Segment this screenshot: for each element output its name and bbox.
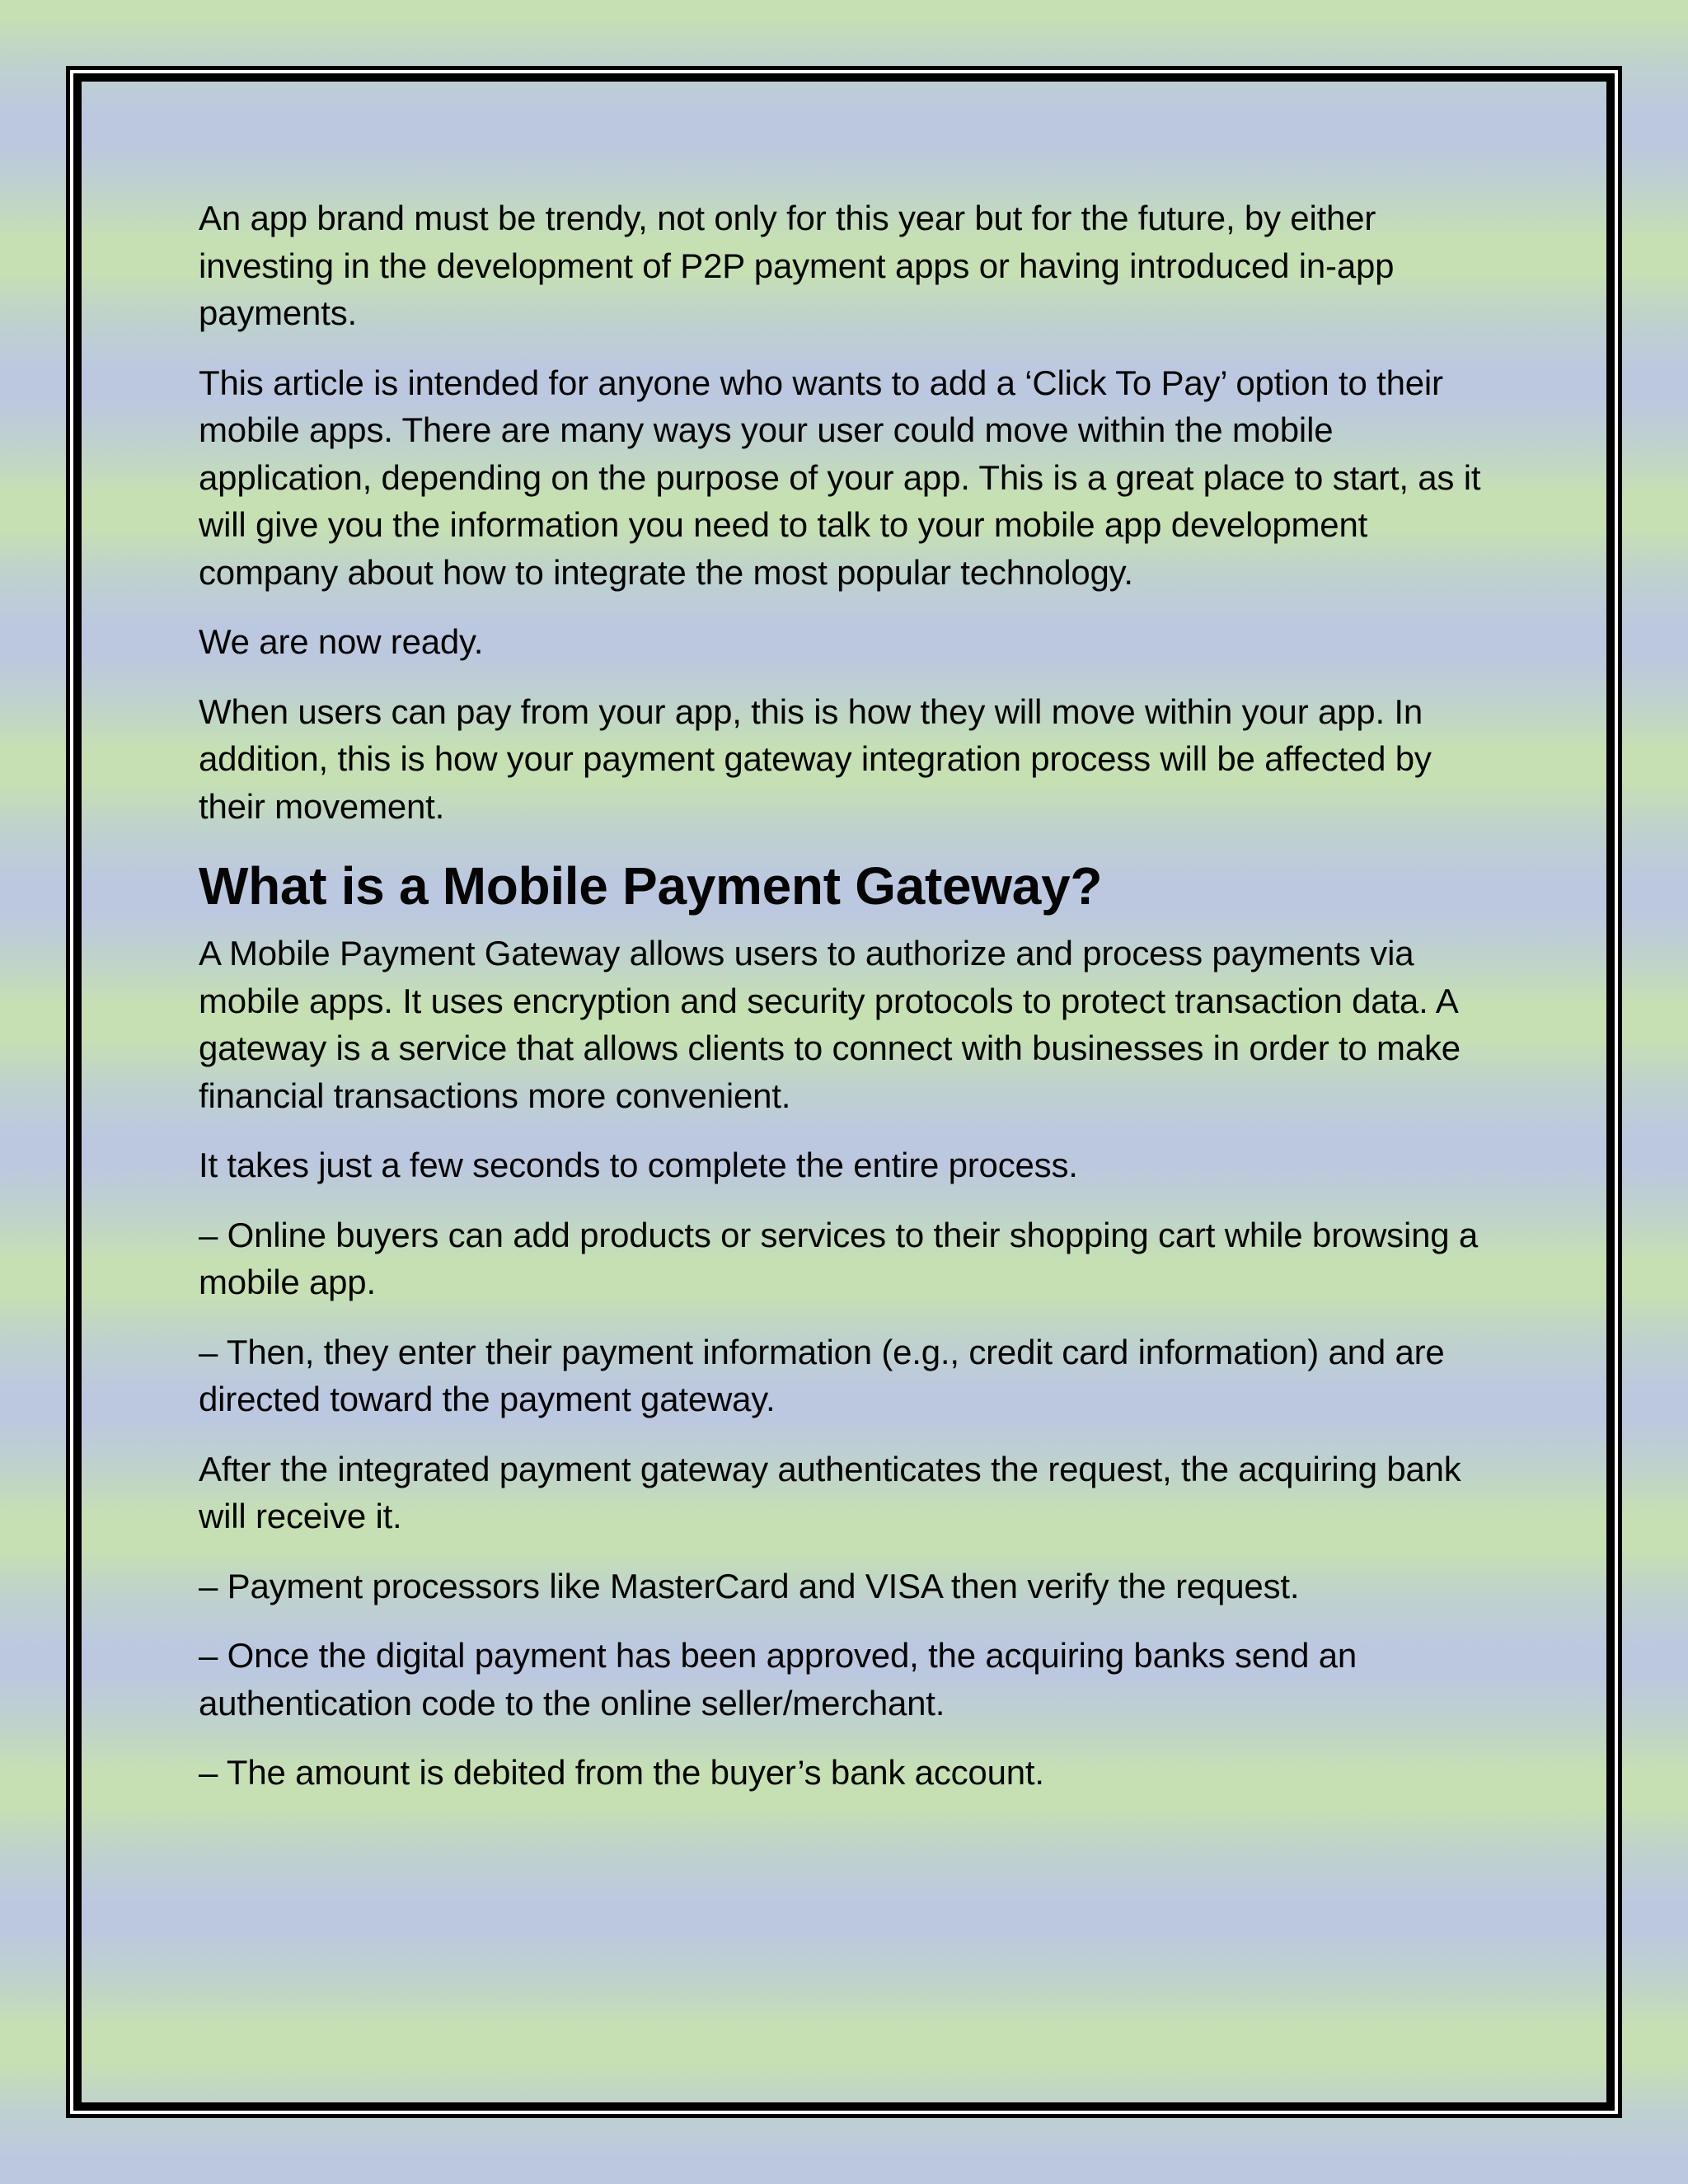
intro-paragraph-4: When users can pay from your app, this is how they will move within your app. In addition, this is how your payment gateway integration process will be affected by their movement.	[199, 691, 1432, 826]
intro-paragraph-3: We are now ready.	[199, 622, 484, 661]
intro-paragraph-2: This article is intended for anyone who wants to add a ‘Click To Pay’ option to their mobile apps. There are many ways your user could move within the mobile application, depending on the purpose of your app. This is a great place to start, as it will give you the information you need to talk to your mobile app development company about how to integrate the most popular technology.	[199, 363, 1481, 592]
definition-paragraph: A Mobile Payment Gateway allows users to authorize and process payments via mobile apps. It uses encryption and security protocols to protect transaction data. A gateway is a service that allows clients to connect with businesses in order to make financial transactions more convenient.	[199, 934, 1461, 1115]
document-body	[199, 194, 1501, 1819]
authentication-paragraph: After the integrated payment gateway authenticates the request, the acquiring bank will receive it.	[199, 1449, 1461, 1535]
process-intro-paragraph: It takes just a few seconds to complete the entire process.	[199, 1146, 1078, 1184]
step-item-verify: – Payment processors like MasterCard and VISA then verify the request.	[199, 1566, 1300, 1605]
step-item-add-to-cart: – Online buyers can add products or services to their shopping cart while browsing a mobile app.	[199, 1215, 1479, 1301]
intro-paragraph-1: An app brand must be trendy, not only for this year but for the future, by either investing in the development of P2P payment apps or having introduced in-app payments.	[199, 199, 1395, 332]
step-item-approval: – Once the digital payment has been approved, the acquiring banks send an authentication code to the online seller/merchant.	[199, 1636, 1357, 1722]
section-heading: What is a Mobile Payment Gateway?	[199, 856, 1103, 916]
step-item-debit: – The amount is debited from the buyer’s bank account.	[199, 1753, 1044, 1792]
step-item-enter-payment: – Then, they enter their payment information (e.g., credit card information) and are directed toward the payment gateway.	[199, 1332, 1445, 1418]
